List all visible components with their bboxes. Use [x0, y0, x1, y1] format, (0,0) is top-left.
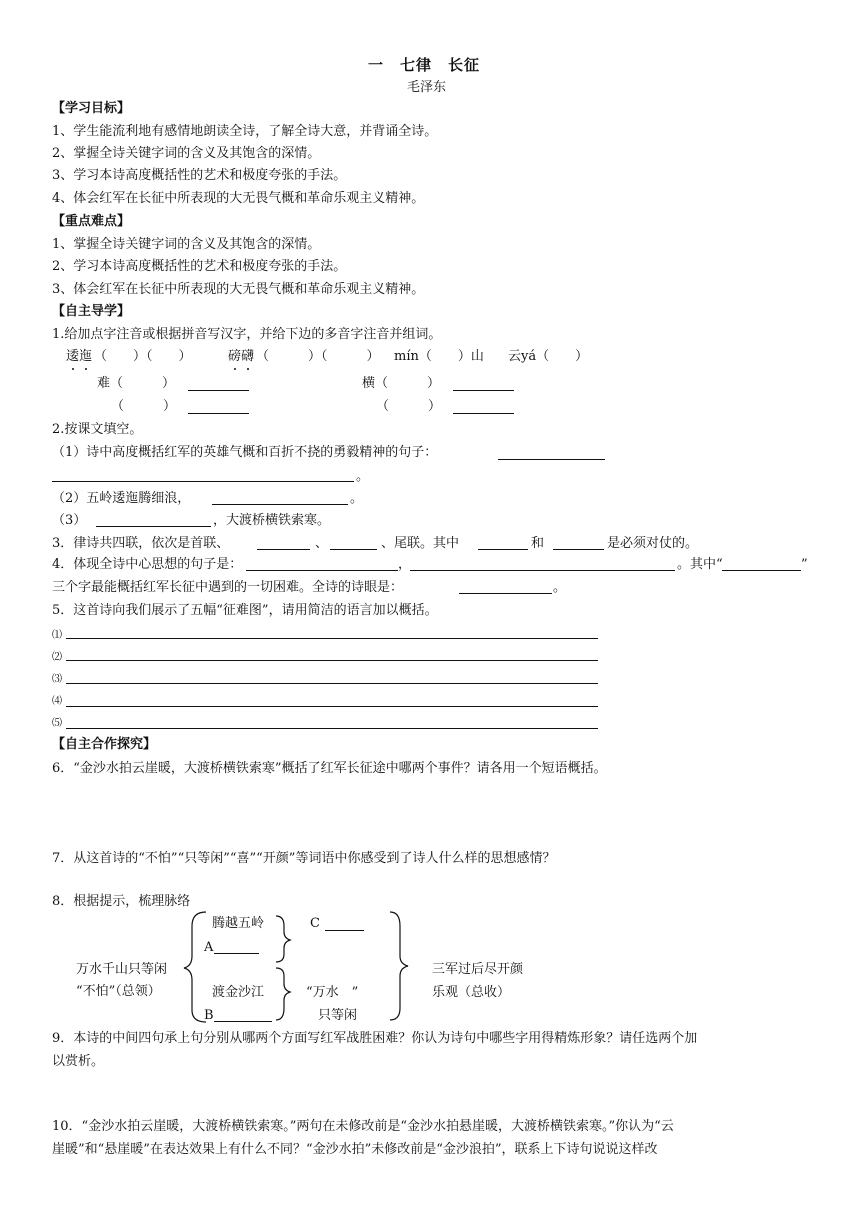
keypoint-item: 3、体会红军在长征中所表现的大无畏气概和革命乐观主义精神。: [52, 282, 425, 297]
q5-item-label: ⑵: [52, 652, 62, 663]
section-goals: 【学习目标】: [52, 101, 131, 116]
q5-item-label: ⑶: [52, 674, 62, 685]
answer-line[interactable]: [214, 953, 259, 954]
outline-mid-a: A: [204, 940, 214, 955]
goal-item: 3、学习本诗高度概括性的艺术和极度夸张的手法。: [52, 168, 347, 183]
polyphone-nan-2: （ ）: [111, 399, 177, 414]
q5-item-label: ⑷: [52, 696, 62, 707]
question-4-line2: 三个字最能概括红军长征中遇到的一切困难。全诗的诗眼是：: [52, 580, 404, 595]
word-weiyi: 逶迤: [66, 349, 93, 364]
goal-item: 2、掌握全诗关键字词的含义及其饱含的深情。: [52, 146, 321, 161]
word-pangbo: 磅礴: [228, 349, 255, 364]
question-3e: 是必须对仗的。: [607, 536, 699, 551]
punct: 、: [315, 536, 329, 551]
question-9-line2: 以赏析。: [52, 1054, 105, 1069]
question-2c-end: ，大渡桥横铁索寒。: [213, 513, 331, 528]
question-2a: （1）诗中高度概括红军的英雄气概和百折不挠的勇毅精神的句子：: [52, 445, 438, 460]
outline-far-1: 三军过后尽开颜: [432, 962, 524, 977]
right-brace: [390, 912, 408, 1020]
question-2b: （2）五岭逶迤腾细浪，: [52, 491, 191, 506]
q5-item-label: ⑸: [52, 718, 62, 729]
punct: 。: [350, 491, 364, 506]
outline-mid-b: B: [204, 1008, 214, 1023]
question-1: 1.给加点字注音或根据拼音写汉字，并给下边的多音字注音并组词。: [52, 327, 442, 342]
punct: 。: [356, 469, 370, 484]
question-10: 10．“金沙水拍云崖暖，大渡桥横铁索寒。”两句在未修改前是“金沙水拍悬崖暖，大渡桥横铁索寒。”你认为“云: [52, 1119, 674, 1134]
pinyin-blank[interactable]: （ ）（ ）: [256, 349, 380, 364]
question-10-line2: 崖暖”和“悬崖暖”在表达效果上有什么不同？“金沙水拍”未修改前是“金沙浪拍”，联系上下诗句说说这样改: [52, 1142, 658, 1157]
pinyin-ya[interactable]: 云yá（ ）: [508, 349, 589, 364]
page-title: 一 七律 长征: [368, 56, 481, 74]
question-9: 9．本诗的中间四句承上句分别从哪两个方面写红军战胜困难？你认为诗句中哪些字用得精炼形象？请任选两个加: [52, 1031, 698, 1046]
question-8: 8．根据提示，梳理脉络: [52, 894, 191, 909]
goal-item: 1、学生能流利地有感情地朗读全诗，了解全诗大意，并背诵全诗。: [52, 124, 438, 139]
punct: ，: [398, 557, 412, 572]
answer-line[interactable]: [325, 930, 364, 931]
outline-far-2: 乐观（总收）: [432, 985, 511, 1000]
outline-left-2: “不怕”（总领）: [76, 984, 161, 999]
keypoint-item: 1、掌握全诗关键字词的含义及其饱含的深情。: [52, 237, 321, 252]
polyphone-heng-2: （ ）: [376, 399, 442, 414]
question-2c: （3）: [52, 513, 87, 528]
outline-right-3: 只等闲: [318, 1008, 358, 1023]
goal-item: 4、体会红军在长征中所表现的大无畏气概和革命乐观主义精神。: [52, 191, 425, 206]
author: 毛泽东: [407, 80, 447, 95]
polyphone-heng: 横（ ）: [362, 376, 441, 391]
pinyin-blank[interactable]: （ ）（ ）: [94, 349, 192, 364]
mid-brace-lower: [276, 968, 290, 1020]
question-7: 7．从这首诗的“不怕”“只等闲”“喜”“开颜”等词语中你感受到了诗人什么样的思想感情？: [52, 851, 556, 866]
question-6: 6．“金沙水拍云崖暖，大渡桥横铁索寒”概括了红军长征途中哪两个事件？请各用一个短语概括。: [52, 761, 607, 776]
left-brace: [184, 912, 206, 1022]
question-3d: 和: [531, 536, 545, 551]
mid-brace-upper: [276, 916, 290, 962]
outline-left-1: 万水千山只等闲: [76, 962, 168, 977]
outline-mid-1: 腾越五岭: [212, 916, 265, 931]
section-selfstudy: 【自主导学】: [52, 304, 131, 319]
punct: 。: [553, 580, 567, 595]
outline-right-2: “万水 ”: [306, 985, 359, 1000]
question-3: 3．律诗共四联，依次是首联、: [52, 536, 230, 551]
question-5: 5．这首诗向我们展示了五幅“征难图”，请用简洁的语言加以概括。: [52, 603, 438, 618]
keypoint-item: 2、学习本诗高度概括性的艺术和极度夸张的手法。: [52, 259, 347, 274]
pinyin-min[interactable]: mín（ ）山: [394, 349, 484, 364]
section-explore: 【自主合作探究】: [52, 737, 157, 752]
section-keypoints: 【重点难点】: [52, 214, 131, 229]
polyphone-nan: 难（ ）: [97, 376, 176, 391]
outline-mid-3: 渡金沙江: [212, 985, 265, 1000]
quote-mark: ”: [801, 557, 808, 572]
outline-right-c: C: [310, 916, 320, 931]
question-3c: 、尾联。其中: [381, 536, 460, 551]
question-4: 4．体现全诗中心思想的句子是：: [52, 557, 243, 572]
question-2: 2.按课文填空。: [52, 422, 143, 437]
question-4c: 。其中“: [677, 557, 723, 572]
answer-line[interactable]: [214, 1021, 272, 1022]
q5-item-label: ⑴: [52, 630, 62, 641]
